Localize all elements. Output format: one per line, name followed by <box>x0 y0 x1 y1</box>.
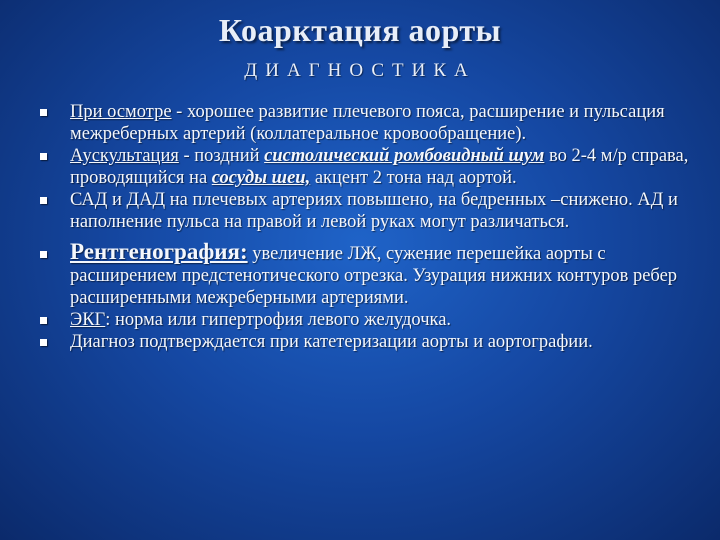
square-bullet-icon <box>40 251 47 258</box>
item-text: - хорошее развитие плечевого пояса, расширение и пульсация межреберных артерий (коллатеральное кровообращение). <box>70 102 665 144</box>
list-item-examination <box>40 101 700 145</box>
item-text: акцент 2 тона над аортой. <box>310 168 517 188</box>
item-lead: При осмотре <box>70 102 172 122</box>
item-text: Диагноз подтверждается при катетеризации аорты и аортографии. <box>70 332 593 352</box>
slide-title: Коарктация аорты <box>218 12 502 48</box>
item-lead: Рентгенография: <box>70 239 248 264</box>
list-item-blood-pressure <box>40 189 700 233</box>
square-bullet-icon <box>40 153 47 160</box>
square-bullet-icon <box>40 197 47 204</box>
item-text: САД и ДАД на плечевых артериях повышено, на бедренных –снижено. АД и наполнение пульса на правой и левой руках могут различаться. <box>70 190 678 232</box>
item-text: - поздний <box>178 146 265 166</box>
list-item-auscultation <box>40 145 700 189</box>
slide-subtitle: ДИАГНОСТИКА <box>244 60 476 81</box>
bullet-list <box>40 101 700 353</box>
item-emphasis: сосуды шеи, <box>211 168 311 188</box>
item-lead: Аускультация <box>70 146 179 166</box>
item-emphasis: систолический ромбовидный шум <box>264 146 545 166</box>
square-bullet-icon <box>40 109 47 116</box>
square-bullet-icon <box>40 339 47 346</box>
list-item-radiography <box>40 241 700 309</box>
square-bullet-icon <box>40 317 47 324</box>
list-item-ecg <box>40 309 700 331</box>
list-item-diagnosis <box>40 331 700 353</box>
item-lead: ЭКГ <box>70 310 106 330</box>
item-text: во 2-4 м/р справа, проводящийся на <box>70 146 689 188</box>
item-text: увеличение ЛЖ, сужение перешейка аорты с расширением предстенотического отрезка. Узурация нижних контуров ребер расширенными межреберными артериями. <box>70 244 678 308</box>
item-text: : норма или гипертрофия левого желудочка. <box>105 310 452 330</box>
